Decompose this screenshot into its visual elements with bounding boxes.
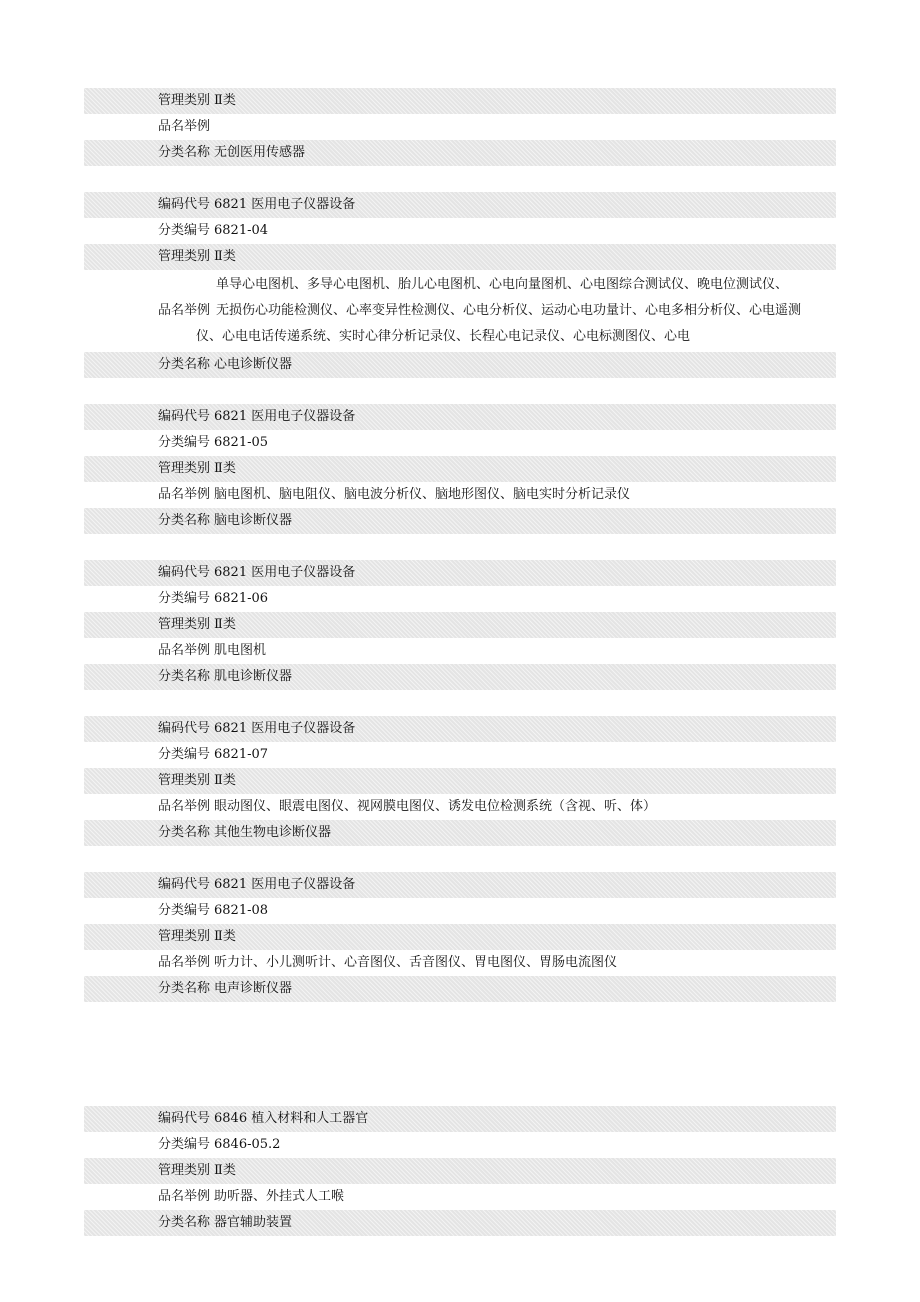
- group-spacer: [84, 378, 836, 404]
- field-value: 6821-05: [214, 435, 269, 450]
- record-group-4: [84, 716, 836, 846]
- record-row-category-number: [84, 430, 836, 456]
- field-value: 脑电诊断仪器: [214, 513, 293, 528]
- record-row-category-name: [84, 352, 836, 378]
- record-row-management-class: [84, 244, 836, 270]
- field-label: 分类名称: [158, 1215, 211, 1230]
- field-value: 6821-04: [214, 223, 269, 238]
- field-label: 分类编号: [158, 591, 211, 606]
- field-value: 肌电图机: [214, 643, 267, 658]
- field-label: 管理类别: [158, 461, 211, 476]
- record-row-management-class: [84, 612, 836, 638]
- field-label: 管理类别: [158, 249, 211, 264]
- record-group-0: [84, 88, 836, 166]
- field-value: 6821-06: [214, 591, 269, 606]
- record-row-product-examples: [84, 482, 836, 508]
- field-label: 编码代号: [158, 877, 211, 892]
- record-group-5: [84, 872, 836, 1002]
- field-label: 分类名称: [158, 145, 211, 160]
- record-row-code: [84, 192, 836, 218]
- field-label: 管理类别: [158, 617, 211, 632]
- record-row-management-class: [84, 88, 836, 114]
- field-label: 品名举例: [158, 1189, 211, 1204]
- field-label: 编码代号: [158, 197, 211, 212]
- field-label: 分类名称: [158, 981, 211, 996]
- record-row-product-examples: [84, 950, 836, 976]
- field-value: Ⅱ类: [214, 93, 236, 108]
- record-row-category-name: [84, 1210, 836, 1236]
- field-label: 品名举例: [158, 643, 211, 658]
- field-label: 编码代号: [158, 1111, 211, 1126]
- field-value: 电声诊断仪器: [214, 981, 293, 996]
- value-line-1: 单导心电图机、多导心电图机、胎儿心电图机、心电向量图机、心电图综合测试仪、晚电位测试仪、: [216, 277, 789, 292]
- record-row-category-number: [84, 742, 836, 768]
- record-row-management-class: [84, 924, 836, 950]
- field-value: Ⅱ类: [214, 461, 236, 476]
- record-row-category-number: [84, 898, 836, 924]
- field-label: 品名举例: [158, 119, 211, 134]
- record-row-code: [84, 560, 836, 586]
- field-value: 肌电诊断仪器: [214, 669, 293, 684]
- field-label: 品名举例: [158, 799, 211, 814]
- field-label: 分类名称: [158, 669, 211, 684]
- field-value: 心电诊断仪器: [214, 357, 293, 372]
- field-label: 管理类别: [158, 773, 211, 788]
- record-row-management-class: [84, 456, 836, 482]
- record-row-product-examples: [84, 270, 836, 352]
- record-row-category-number: [84, 218, 836, 244]
- field-value: 听力计、小儿测听计、心音图仪、舌音图仪、胃电图仪、胃肠电流图仪: [214, 955, 618, 970]
- record-group-3: [84, 560, 836, 690]
- field-label: 管理类别: [158, 1163, 211, 1178]
- field-label: 分类编号: [158, 747, 211, 762]
- field-value: 其他生物电诊断仪器: [214, 825, 332, 840]
- record-row-category-name: [84, 508, 836, 534]
- field-label: 分类编号: [158, 903, 211, 918]
- record-row-code: [84, 716, 836, 742]
- multiline-value: [84, 272, 836, 350]
- field-value: Ⅱ类: [214, 1163, 236, 1178]
- group-spacer: [84, 690, 836, 716]
- field-value: 无创医用传感器: [214, 145, 306, 160]
- field-value: 6821 医用电子仪器设备: [214, 565, 356, 580]
- value-line-2: [158, 298, 836, 324]
- field-value: Ⅱ类: [214, 617, 236, 632]
- field-value: 6821-08: [214, 903, 269, 918]
- field-label: 分类名称: [158, 513, 211, 528]
- record-row-category-number: [84, 1132, 836, 1158]
- field-value: 6846 植入材料和人工器官: [214, 1111, 369, 1126]
- record-row-code: [84, 872, 836, 898]
- field-label: 编码代号: [158, 409, 211, 424]
- record-row-code: [84, 1106, 836, 1132]
- field-value: 器官辅助装置: [214, 1215, 293, 1230]
- document-page: [84, 88, 836, 1236]
- record-row-code: [84, 404, 836, 430]
- field-value: 6821 医用电子仪器设备: [214, 721, 356, 736]
- record-row-category-name: [84, 140, 836, 166]
- record-group-6: [84, 1106, 836, 1236]
- record-row-category-name: [84, 820, 836, 846]
- record-row-product-examples: [84, 794, 836, 820]
- field-value: 6821 医用电子仪器设备: [214, 877, 356, 892]
- field-value: 眼动图仪、眼震电图仪、视网膜电图仪、诱发电位检测系统（含视、听、体）: [214, 799, 657, 814]
- record-group-2: [84, 404, 836, 534]
- field-label: 编码代号: [158, 565, 211, 580]
- value-line-2-text: 无损伤心功能检测仪、心率变异性检测仪、心电分析仪、运动心电功量计、心电多相分析仪、心电遥测: [216, 303, 802, 318]
- field-value: 助听器、外挂式人工喉: [214, 1189, 345, 1204]
- field-value: Ⅱ类: [214, 929, 236, 944]
- field-value: Ⅱ类: [214, 249, 236, 264]
- field-label: 品名举例: [158, 303, 211, 318]
- record-row-management-class: [84, 768, 836, 794]
- group-spacer: [84, 846, 836, 872]
- field-value: 6821 医用电子仪器设备: [214, 409, 356, 424]
- record-row-product-examples: [84, 114, 836, 140]
- field-label: 编码代号: [158, 721, 211, 736]
- field-label: 分类编号: [158, 1137, 211, 1152]
- record-group-1: [84, 192, 836, 378]
- field-label: 分类名称: [158, 357, 211, 372]
- field-label: 管理类别: [158, 93, 211, 108]
- record-row-category-name: [84, 664, 836, 690]
- group-spacer: [84, 534, 836, 560]
- record-row-product-examples: [84, 638, 836, 664]
- record-row-product-examples: [84, 1184, 836, 1210]
- field-label: 分类名称: [158, 825, 211, 840]
- group-spacer: [84, 166, 836, 192]
- record-row-management-class: [84, 1158, 836, 1184]
- value-line-3: 仪、心电电话传递系统、实时心律分析记录仪、长程心电记录仪、心电标测图仪、心电: [196, 329, 691, 344]
- field-value: 6821-07: [214, 747, 269, 762]
- record-row-category-name: [84, 976, 836, 1002]
- field-label: 分类编号: [158, 223, 211, 238]
- field-value: 脑电图机、脑电阻仪、脑电波分析仪、脑地形图仪、脑电实时分析记录仪: [214, 487, 631, 502]
- record-row-category-number: [84, 586, 836, 612]
- field-label: 分类编号: [158, 435, 211, 450]
- page-gap: [84, 1002, 836, 1106]
- field-value: 6821 医用电子仪器设备: [214, 197, 356, 212]
- field-label: 管理类别: [158, 929, 211, 944]
- field-label: 品名举例: [158, 487, 211, 502]
- field-label: 品名举例: [158, 955, 211, 970]
- field-value: 6846-05.2: [214, 1137, 281, 1152]
- field-value: Ⅱ类: [214, 773, 236, 788]
